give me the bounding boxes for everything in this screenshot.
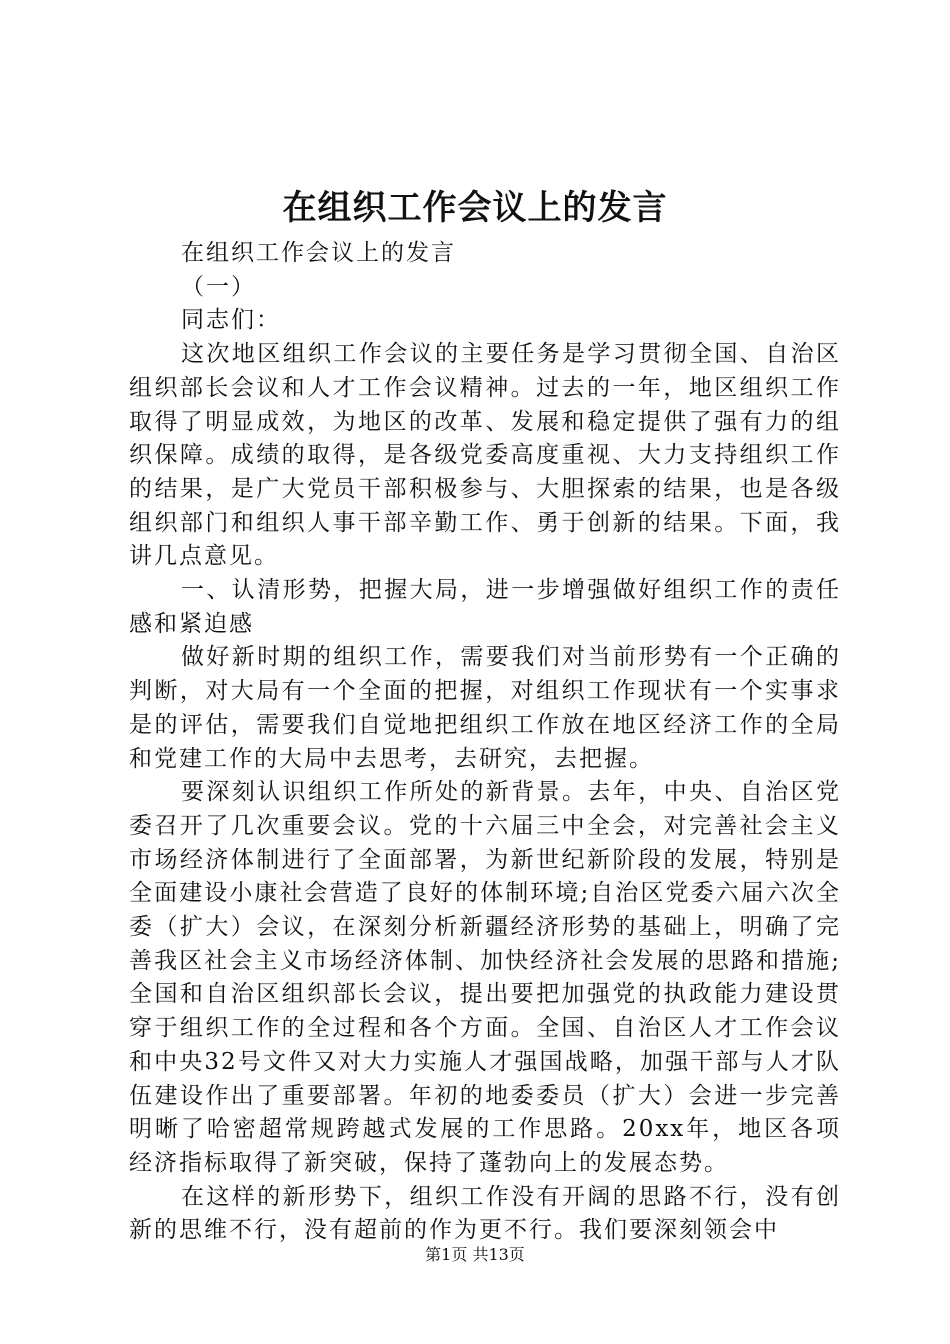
paragraph-new-situation: 在这样的新形势下，组织工作没有开阔的思路不行，没有创新的思维不行，没有超前的作为更不行。我们要深刻领会中 (129, 1183, 841, 1244)
paragraph-background: 要深刻认识组织工作所处的新背景。去年，中央、自治区党委召开了几次重要会议。党的十六届三中全会，对完善社会主义市场经济体制进行了全面部署，为新世纪新阶段的发展，特别是全面建设小康社会营造了良好的体制环境;自治区党委六届六次全委（扩大）会议，在深刻分析新疆经济形势的基础上，明确了完善我区社会主义市场经济体制、加快经济社会发展的思路和措施;全国和自治区组织部长会议，提出要把加强党的执政能力建设贯穿于组织工作的全过程和各个方面。全国、自治区人才工作会议和中央32号文件又对大力实施人才强国战略，加强干部与人才队伍建设作出了重要部署。年初的地委委员（扩大）会进一步完善明晰了哈密超常规跨越式发展的工作思路。20xx年，地区各项经济指标取得了新突破，保持了蓬勃向上的发展态势。 (129, 779, 841, 1176)
page-footer: 第1页 共13页 (425, 1245, 525, 1264)
paragraph-situation: 做好新时期的组织工作，需要我们对当前形势有一个正确的判断，对大局有一个全面的把握，对组织工作现状有一个实事求是的评估，需要我们自觉地把组织工作放在地区经济工作的全局和党建工作的大局中去思考，去研究，去把握。 (129, 644, 841, 772)
paragraph-intro: 这次地区组织工作会议的主要任务是学习贯彻全国、自治区组织部长会议和人才工作会议精神。过去的一年，地区组织工作取得了明显成效，为地区的改革、发展和稳定提供了强有力的组织保障。成绩的取得，是各级党委高度重视、大力支持组织工作的结果，是广大党员干部积极参与、大胆探索的结果，也是各级组织部门和组织人事干部辛勤工作、勇于创新的结果。下面，我讲几点意见。 (129, 341, 841, 570)
paragraph-heading-one: 一、认清形势，把握大局，进一步增强做好组织工作的责任感和紧迫感 (129, 577, 841, 637)
paragraph-salutation: 同志们： (181, 307, 281, 334)
paragraph-subtitle: 在组织工作会议上的发言 (181, 240, 456, 266)
paragraph-section-number: （一） (181, 273, 256, 300)
document-title: 在组织工作会议上的发言 (282, 188, 668, 228)
document-body (129, 237, 841, 1248)
